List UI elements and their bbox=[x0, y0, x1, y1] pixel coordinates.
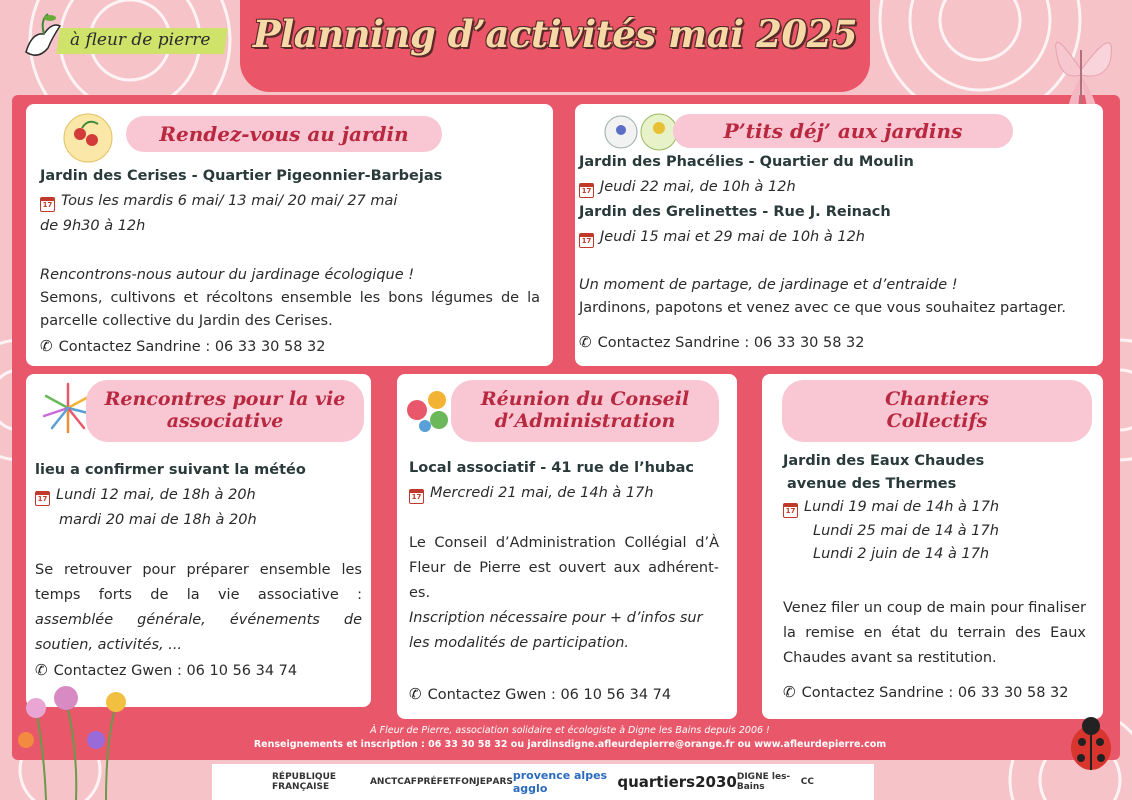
partner-logo: CAF bbox=[397, 777, 417, 787]
card-title-associative: Rencontres pour la vie associative bbox=[86, 380, 364, 442]
calendar-icon: 17 bbox=[579, 233, 594, 248]
partner-logo: RÉPUBLIQUE FRANÇAISE bbox=[272, 772, 337, 792]
date: de 9h30 à 12h bbox=[40, 217, 146, 234]
footer-tagline: À Fleur de Pierre, association solidaire et écologiste à Digne les Bains depuis 2006 ! bbox=[370, 725, 770, 736]
contact: Contactez Gwen : 06 10 56 34 74 bbox=[53, 663, 298, 679]
place: lieu a confirmer suivant la météo bbox=[35, 462, 306, 478]
calendar-icon: 17 bbox=[409, 489, 424, 504]
partner-logo: ANCT bbox=[369, 777, 398, 787]
date: Jeudi 15 mai et 29 mai de 10h à 12h bbox=[600, 228, 865, 245]
card-title-conseil: Réunion du Conseil d’Administration bbox=[451, 380, 719, 442]
garden-logo-icon bbox=[46, 110, 126, 166]
card-vie-associative bbox=[26, 374, 371, 707]
contact: Contactez Sandrine : 06 33 30 58 32 bbox=[58, 339, 326, 355]
contact: Contactez Gwen : 06 10 56 34 74 bbox=[427, 687, 672, 703]
card-ptits-dej bbox=[575, 104, 1103, 366]
place: Jardin des Eaux Chaudes bbox=[783, 453, 985, 469]
note: Inscription nécessaire pour + d’infos sur les modalités de participation. bbox=[409, 609, 703, 651]
contact: Contactez Sandrine : 06 33 30 58 32 bbox=[801, 685, 1069, 701]
ladybug-icon bbox=[1062, 714, 1120, 774]
tagline: Un moment de partage, de jardinage et d’entraide ! bbox=[579, 277, 958, 293]
partner-logo: CC bbox=[800, 777, 814, 787]
description: Jardinons, papotons et venez avec ce que vous souhaitez partager. bbox=[579, 300, 1066, 317]
description: Le Conseil d’Administration Collégial d’À Fleur de Pierre est ouvert aux adhérent-es. bbox=[409, 535, 719, 601]
partner-logo: DIGNE les-Bains bbox=[736, 772, 791, 792]
calendar-icon: 17 bbox=[783, 503, 798, 518]
phone-icon: ✆ bbox=[40, 337, 53, 355]
partner-logos bbox=[212, 764, 874, 800]
partner-logo: quartiers2030 bbox=[617, 773, 737, 791]
date: Tous les mardis 6 mai/ 13 mai/ 20 mai/ 27 mai bbox=[61, 192, 398, 209]
partner-logo: PRÉFET bbox=[416, 777, 456, 787]
partner-logo: provence alpes agglo bbox=[512, 769, 608, 795]
place: Local associatif - 41 rue de l’hubac bbox=[409, 460, 695, 476]
place: Jardin des Grelinettes - Rue J. Reinach bbox=[579, 203, 891, 220]
date: mardi 20 mai de 18h à 20h bbox=[59, 511, 257, 528]
footer-contact: Renseignements et inscription : 06 33 30 58 32 ou jardinsdigne.afleurdepierre@orange.fr ou www.afleurdepierre.com bbox=[253, 738, 887, 750]
partner-logo: FONJEP bbox=[455, 777, 493, 787]
place: Jardin des Phacélies - Quartier du Moulin bbox=[579, 154, 914, 170]
description: Se retrouver pour préparer ensemble les temps forts de la vie associative : assemblée générale, événements de soutien, activités, ... bbox=[35, 562, 362, 653]
page-title: Planning d’activités mai 2025 bbox=[252, 12, 858, 56]
date: Lundi 25 mai de 14 à 17h bbox=[813, 522, 999, 539]
card-rendez-vous-jardin bbox=[26, 104, 553, 366]
date: Lundi 12 mai, de 18h à 20h bbox=[56, 486, 256, 503]
calendar-icon: 17 bbox=[35, 491, 50, 506]
description: Semons, cultivons et récoltons ensemble les bons légumes de la parcelle collective du Jardin des Cerises. bbox=[40, 290, 540, 330]
date: Mercredi 21 mai, de 14h à 17h bbox=[430, 484, 654, 501]
tagline: Rencontrons-nous autour du jardinage écologique ! bbox=[40, 267, 415, 283]
footer bbox=[200, 724, 940, 752]
phone-icon: ✆ bbox=[409, 685, 422, 703]
card-title-chantiers: Chantiers Collectifs bbox=[782, 380, 1092, 442]
card-title-jardin: Rendez-vous au jardin bbox=[126, 116, 442, 152]
date: Lundi 19 mai de 14h à 17h bbox=[804, 499, 1000, 516]
logo: à fleur de pierre bbox=[18, 12, 226, 68]
description: Venez filer un coup de main pour finaliser la remise en état du terrain des Eaux Chaudes avant sa restitution. bbox=[783, 600, 1086, 666]
flowers-illustration bbox=[6, 680, 156, 800]
card-title-ptits-dej: P’tits déj’ aux jardins bbox=[673, 114, 1013, 148]
calendar-icon: 17 bbox=[579, 183, 594, 198]
date: Jeudi 22 mai, de 10h à 12h bbox=[600, 178, 796, 195]
calendar-icon: 17 bbox=[40, 197, 55, 212]
phone-icon: ✆ bbox=[35, 661, 48, 679]
card-chantiers-collectifs bbox=[762, 374, 1103, 719]
contact: Contactez Sandrine : 06 33 30 58 32 bbox=[597, 335, 865, 351]
phone-icon: ✆ bbox=[579, 333, 592, 351]
place: Jardin des Cerises - Quartier Pigeonnier-Barbejas bbox=[40, 168, 443, 184]
hand-leaf-icon bbox=[18, 12, 68, 68]
card-conseil-administration bbox=[397, 374, 737, 719]
date: Lundi 2 juin de 14 à 17h bbox=[813, 545, 990, 562]
partner-logo: ARS bbox=[492, 777, 513, 787]
place: avenue des Thermes bbox=[787, 476, 957, 493]
phone-icon: ✆ bbox=[783, 683, 796, 701]
